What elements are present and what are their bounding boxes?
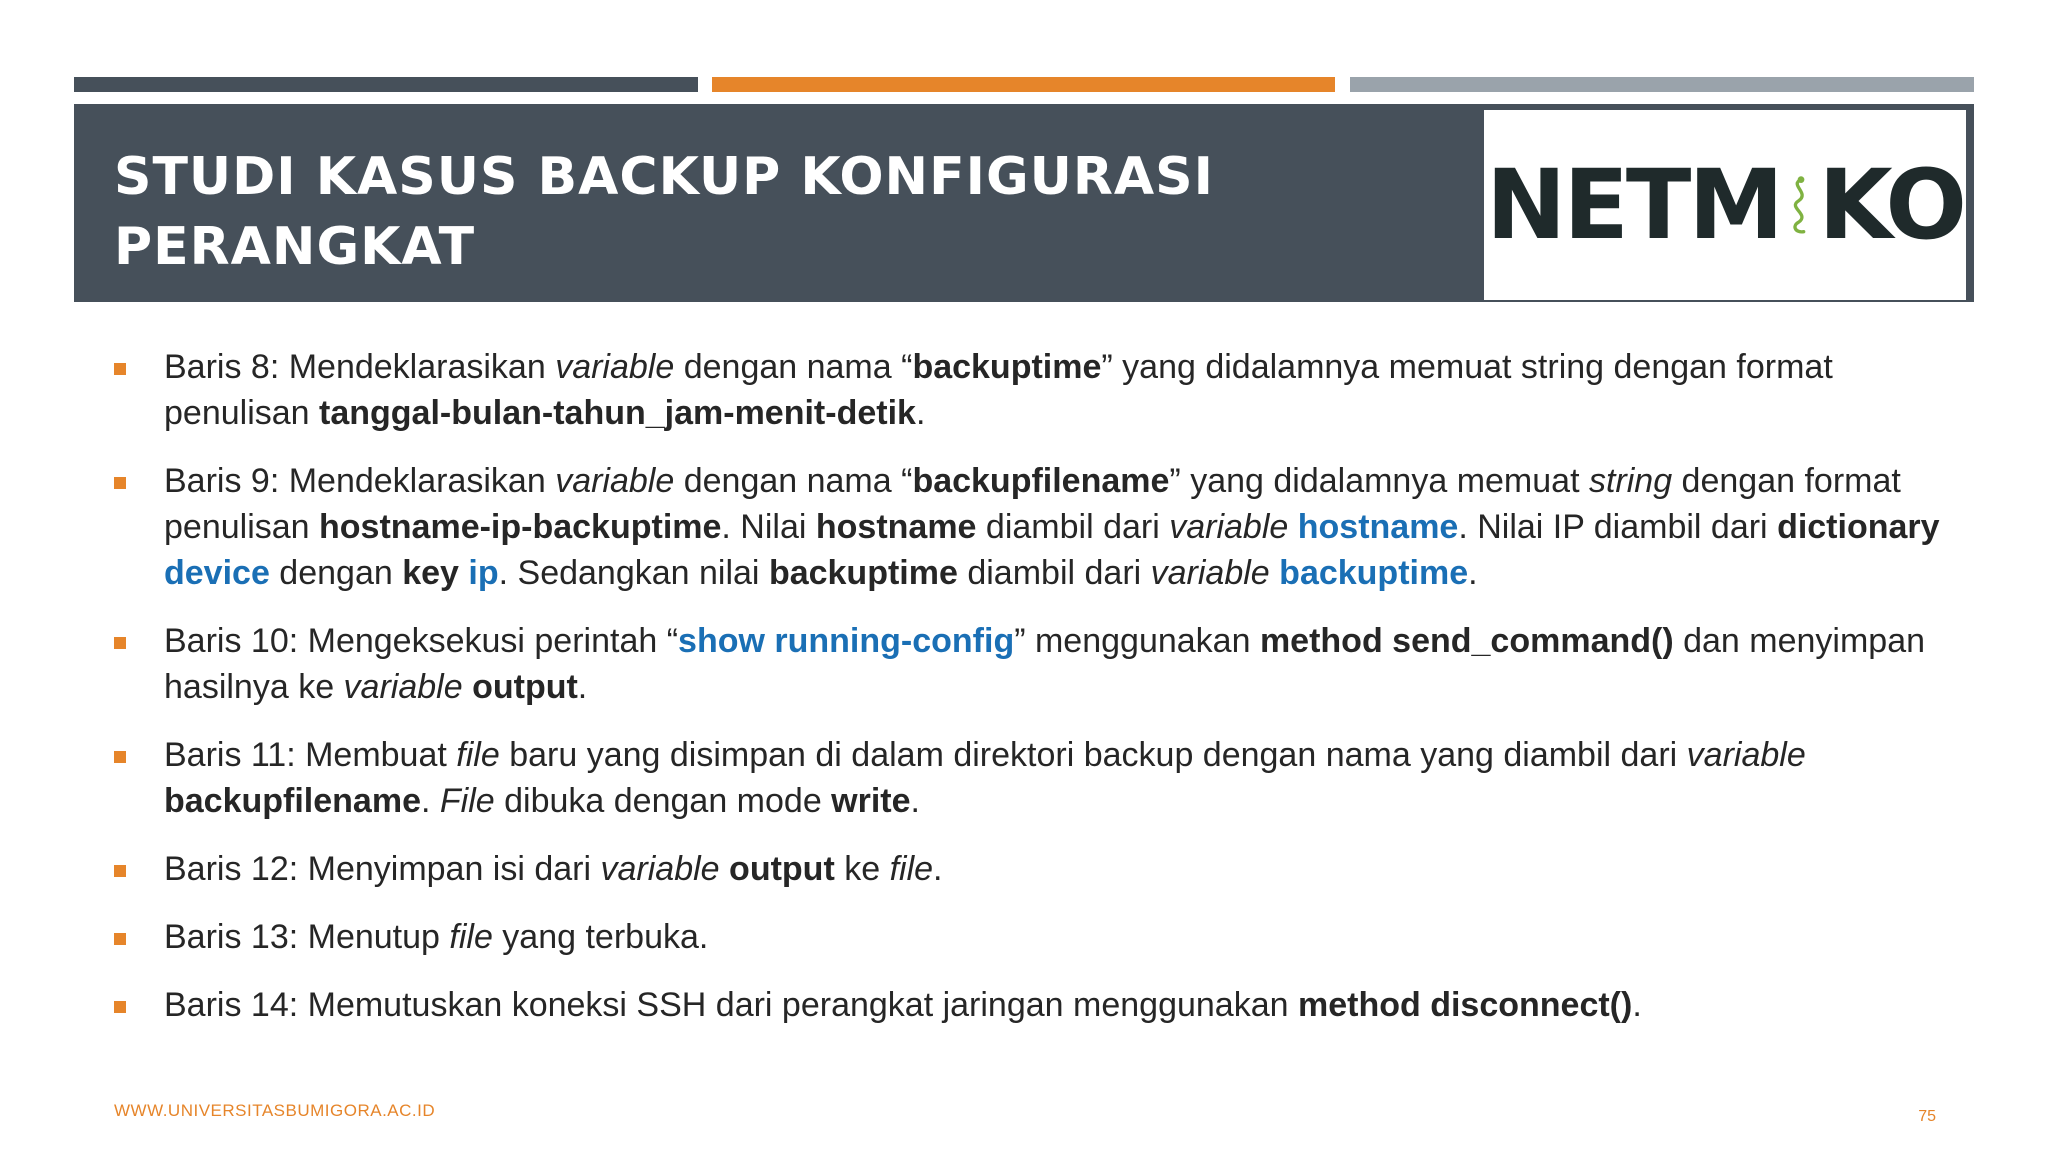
title-line-2: PERANGKAT — [114, 217, 476, 277]
bullet-square-icon — [114, 751, 126, 763]
bullet-square-icon — [114, 477, 126, 489]
bullet-baris-13: Baris 13: Menutup file yang terbuka. — [114, 914, 1944, 960]
bullet-square-icon — [114, 865, 126, 877]
page-number: 75 — [1918, 1108, 1936, 1125]
bullet-baris-11: Baris 11: Membuat file baru yang disimpan di dalam direktori backup dengan nama yang diambil dari variable backupfilename. File dibuka dengan mode write. — [114, 732, 1944, 824]
bullet-list — [114, 344, 1944, 1050]
logo-text-right: KO — [1818, 149, 1964, 261]
bullet-square-icon — [114, 363, 126, 375]
bullet-square-icon — [114, 1001, 126, 1013]
footer-url: WWW.UNIVERSITASBUMIGORA.AC.ID — [114, 1101, 436, 1120]
title-band — [74, 104, 1974, 302]
bullet-baris-12: Baris 12: Menyimpan isi dari variable output ke file. — [114, 846, 1944, 892]
bullet-baris-10: Baris 10: Mengeksekusi perintah “show running-config” menggunakan method send_command() dan menyimpan hasilnya ke variable output. — [114, 618, 1944, 710]
accent-bar-gray — [1350, 77, 1974, 92]
netmiko-logo — [1484, 110, 1966, 300]
slide-title — [114, 142, 1514, 282]
logo-wordmark — [1486, 112, 1964, 298]
bullet-square-icon — [114, 933, 126, 945]
logo-text-left: NETM — [1486, 149, 1781, 261]
title-line-1: STUDI KASUS BACKUP KONFIGURASI — [114, 147, 1214, 207]
bullet-square-icon — [114, 637, 126, 649]
snake-icon — [1781, 157, 1818, 253]
bullet-baris-9: Baris 9: Mendeklarasikan variable dengan nama “backupfilename” yang didalamnya memuat string dengan format penulisan hostname-ip-backuptime. Nilai hostname diambil dari variable hostname. Nilai IP diambil dari dictionary device dengan key ip. Sedangkan nilai backuptime diambil dari variable backuptime. — [114, 458, 1944, 596]
accent-bar-dark — [74, 77, 698, 92]
bullet-baris-8: Baris 8: Mendeklarasikan variable dengan nama “backuptime” yang didalamnya memuat string dengan format penulisan tanggal-bulan-tahun_jam-menit-detik. — [114, 344, 1944, 436]
bullet-baris-14: Baris 14: Memutuskan koneksi SSH dari perangkat jaringan menggunakan method disconnect(). — [114, 982, 1944, 1028]
accent-bar-orange — [712, 77, 1335, 92]
